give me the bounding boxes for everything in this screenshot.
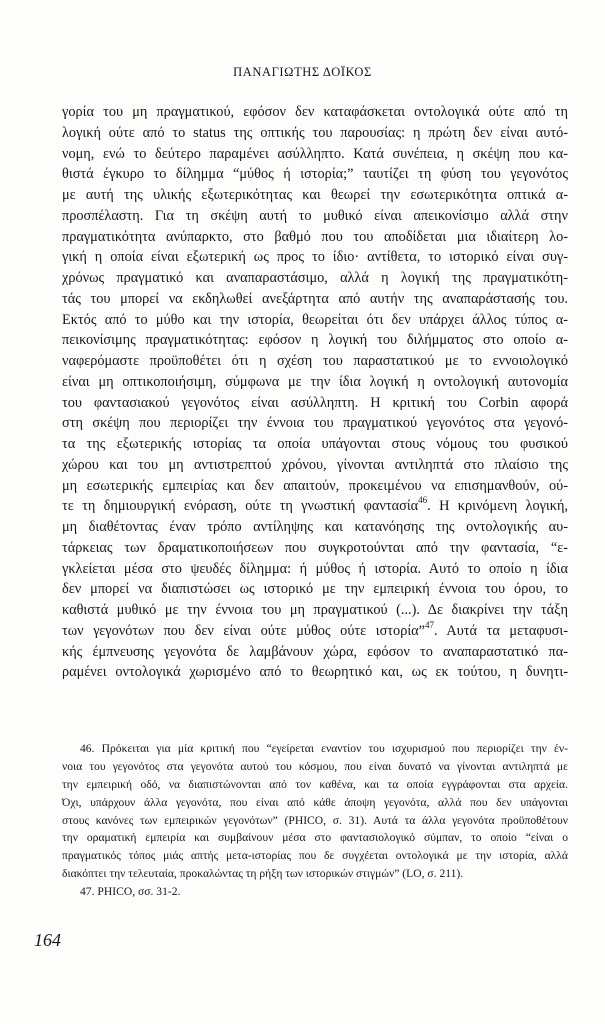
footnote-line: νοια του γεγονότος στα γεγονότα αυτού του κόσμου, που είναι δυνατό να γίνονται αντιληπτά με bbox=[62, 759, 568, 773]
body-line: ναφερόμαστε προϋποθέτει ότι η σχέση του παραστατικού με το εννοιολογικό bbox=[62, 353, 568, 369]
body-text-segment: . Η κρινόμενη λογική, bbox=[427, 498, 569, 515]
body-line bbox=[62, 621, 568, 642]
page-number: 164 bbox=[34, 930, 61, 950]
body-text-segment: τε τη δημιουργική ενόραση, ούτε τη γνωστική φαντασία bbox=[62, 498, 419, 515]
body-line: Εκτός από το μύθο και την ιστορία, θεωρείται ότι δεν υπάρχει άλλος τύπος α- bbox=[62, 311, 568, 328]
footnote-text: PHICO, σσ. 31-2. bbox=[97, 885, 181, 899]
body-line: γκλείεται μέσα στο ψευδές δίλημμα: ή μύθος ή ιστορία. Αυτό το οποίο η ίδια bbox=[62, 560, 568, 577]
body-line: μη διαθέτοντας έναν τρόπο αντίληψης και κατανόησης της οντολογικής αυ- bbox=[62, 519, 568, 535]
footnote-line: Όχι, υπάρχουν άλλα γεγονότα, που είναι από κάθε άποψη γεγονότα, αλλά που δεν υπάγονται bbox=[62, 795, 568, 809]
body-text-segment: . Αυτά τα μεταφυσι- bbox=[434, 622, 568, 639]
body-line: καθιστά μυθικό με την έννοια του μη πραγματικού (...). Δε διακρίνει την τάξη bbox=[62, 602, 568, 618]
body-line: μη εσωτερικής εμπειρίας και δεν απαιτούν, προκειμένου να επισημανθούν, ού- bbox=[62, 477, 568, 494]
footnote-number: 46. bbox=[80, 742, 95, 755]
body-line: ραμένει οντολογικά χωρισμένο από το θεωρητικό και, ως εκ τούτου, η δυνητι- bbox=[62, 664, 568, 681]
footnote-marker: 47 bbox=[425, 619, 435, 630]
body-line: τάρκειας των δραματικοποιήσεων που συγκροτούνται από την φαντασία, “ε- bbox=[62, 539, 568, 556]
footnote-line: διακόπτει την τελευταία, προκαλώντας τη ρήξη των ιστορικών στιγμών” (LO, σ. 211). bbox=[62, 867, 464, 881]
body-line: κής έμπνευσης γεγονότα δε λαμβάνουν χώρα, εφόσον το αναπαραστατικό πα- bbox=[62, 643, 568, 660]
body-line: πεικονίσιμης πραγματικότητας: εφόσον η λογική του διλήμματος στο οποίο α- bbox=[62, 332, 568, 349]
footnote-line: την οραματική εμπειρία και συμβαίνουν μέσα στο φαντασιολογικό σύμπαν, το οποίο “είναι ο bbox=[62, 831, 568, 845]
body-line: χώρου και του μη αντιστρεπτού χρόνου, γίνονται αντιληπτά στο πλαίσιο της bbox=[62, 456, 568, 473]
body-text-segment: των γεγονότων που δεν είναι ούτε μύθος ούτε ιστορία” bbox=[62, 622, 426, 639]
body-line: στη σκέψη που περιορίζει την έννοια του πραγματικού γεγονότος στα γεγονό- bbox=[62, 415, 568, 432]
body-line: λογική ούτε από το status της οπτικής του παρουσίας: η πρώτη δεν είναι αυτό- bbox=[62, 124, 568, 141]
footnote-text: Πρόκειται για μία κριτική που “εγείρεται εναντίον του ισχυρισμού που περιορίζει την έν- bbox=[101, 742, 568, 755]
footnote-line: πραγματικός τόπος μιάς απτής μετα-ιστορίας που δε συγχέεται οντολογικά με την ιστορία, αλλά bbox=[62, 849, 568, 863]
footnotes bbox=[62, 740, 568, 901]
footnote-marker: 46 bbox=[418, 495, 428, 506]
footnote-number: 47. bbox=[80, 885, 95, 899]
body-line: δεν μπορεί να διαπιστώσει ως ιστορικό με την εμπειρική έννοια του όρου, το bbox=[62, 581, 568, 598]
footnote-line: την εμπειρική οδό, να διαπιστώνονται από τον καθένα, και τα οποία εγγράφονται στα αρχεία. bbox=[62, 777, 568, 791]
body-line: γορία του μη πραγματικού, εφόσον δεν καταφάσκεται οντολογικά ούτε από τη bbox=[62, 104, 568, 120]
body-line: νομη, ενώ το δεύτερο παραμένει ασύλληπτο. Κατά συνέπεια, η σκέψη που κα- bbox=[62, 145, 568, 162]
body-line: προσπέλαστη. Για τη σκέψη αυτή το μυθικό είναι απεικονίσιμο αλλά στην bbox=[62, 207, 568, 224]
footnote-line bbox=[62, 883, 568, 901]
body-line: χρόνως πραγματικό και αναπαραστάσιμο, αλλά η λογική της πραγματικότη- bbox=[62, 270, 568, 286]
body-line: γική η οποία είναι εξωτερική ως προς το ίδιο· αντίθετα, το ιστορικό είναι συγ- bbox=[62, 249, 568, 266]
body-line: πραγματικότητα ανύπαρκτο, στο βαθμό που του αποδίδεται μια ιδιαίτερη λο- bbox=[62, 228, 568, 245]
footnote-line: στους κανόνες των εμπειρικών γεγονότων” (PHICO, σ. 31). Αυτά τα άλλα γεγονότα προϋποθέτουν bbox=[62, 813, 568, 827]
body-line: τα της εξωτερικής ιστορίας τα οποία υπάγονται στους νόμους του φυσικού bbox=[62, 436, 568, 452]
main-text bbox=[62, 102, 568, 683]
body-line: θιστά έγκυρο το δίλημμα “μύθος ή ιστορία;” ταυτίζει τη φύση του γεγονότος bbox=[62, 166, 568, 183]
body-line: τάς του μπορεί να εκδηλωθεί ανεξάρτητα από αυτήν της αναπαράστασής του. bbox=[62, 290, 568, 307]
body-line: με αυτή της υλικής εξωτερικότητας και θεωρεί την εσωτερικότητα οπτικά α- bbox=[62, 187, 568, 203]
body-line: είναι μη οπτικοποιήσιμη, σύμφωνα με την ίδια λογική η οντολογική αυτονομία bbox=[62, 373, 568, 390]
running-head: ΠΑΝΑΓΙΩΤΗΣ ΔΟΪΚΟΣ bbox=[233, 65, 372, 79]
body-line bbox=[62, 496, 568, 517]
body-line: του φαντασιακού γεγονότος είναι ασύλληπτη. Η κριτική του Corbin αφορά bbox=[62, 394, 568, 411]
footnote-line bbox=[62, 740, 568, 758]
